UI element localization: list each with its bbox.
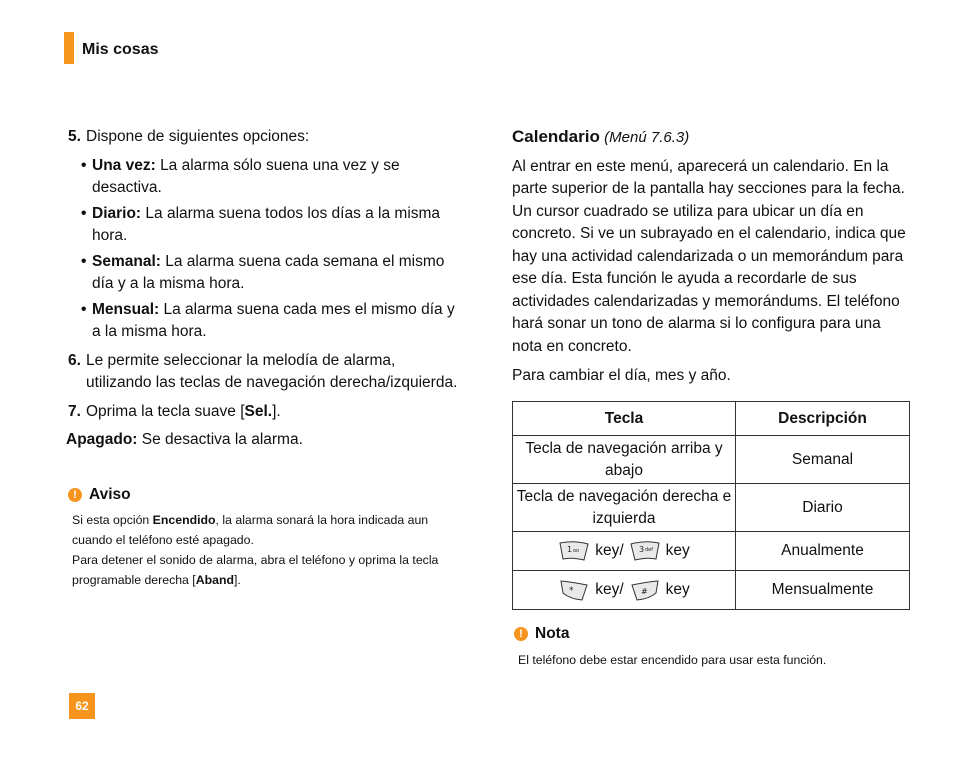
key-star-icon bbox=[558, 579, 590, 601]
apagado-line bbox=[66, 429, 458, 452]
page-number: 62 bbox=[69, 693, 95, 719]
option-una-vez bbox=[66, 155, 458, 200]
calendario-title: Calendario bbox=[512, 127, 600, 146]
bullet: • bbox=[81, 204, 87, 222]
step-6 bbox=[66, 350, 458, 395]
warning-icon: ! bbox=[68, 488, 82, 502]
desc-cell: Diario bbox=[736, 484, 910, 532]
aviso-title: Aviso bbox=[89, 486, 131, 503]
key-text: key/ bbox=[595, 542, 624, 559]
desc-cell: Semanal bbox=[736, 436, 910, 484]
svg-text:*: * bbox=[569, 586, 574, 596]
warning-icon: ! bbox=[514, 627, 528, 641]
nota-text: El teléfono debe estar encendido para usar esta función. bbox=[518, 653, 827, 667]
option-term: Diario: bbox=[92, 204, 142, 222]
key-1-icon bbox=[558, 540, 590, 562]
key-text: key/ bbox=[595, 581, 624, 598]
desc-cell: Anualmente bbox=[736, 532, 910, 571]
section-marker bbox=[64, 32, 74, 64]
option-mensual bbox=[66, 299, 458, 344]
aviso-text: ]. bbox=[234, 573, 241, 587]
header-tecla: Tecla bbox=[513, 402, 736, 436]
left-column bbox=[66, 126, 458, 452]
option-text: La alarma suena cada mes el mismo día y a la misma hora. bbox=[92, 300, 455, 340]
nota-title: Nota bbox=[535, 625, 570, 642]
nota-heading bbox=[514, 625, 912, 643]
menu-reference: (Menú 7.6.3) bbox=[604, 129, 690, 146]
calendario-paragraph: Al entrar en este menú, aparecerá un calendario. En la parte superior de la pantalla hay secciones para la fecha. Un cursor cuadrado se utiliza para ubicar un día en concreto. Si ve un subrayado en el calendario, indica que hay una actividad calendarizada o un memorándum para ese día. Esta función le ayuda a recordarle de sus actividades calendarizadas y memorándums. El teléfono hará sonar un tono de alarma si lo configura para una nota en concreto. bbox=[512, 157, 906, 355]
key-cell: Tecla de navegación derecha e izquierda bbox=[513, 484, 736, 532]
aviso-line-2 bbox=[72, 550, 460, 590]
table-row bbox=[513, 436, 910, 484]
keys-table bbox=[512, 401, 910, 610]
key-text: key bbox=[665, 581, 690, 598]
calendario-instruction: Para cambiar el día, mes y año. bbox=[512, 367, 731, 384]
softkey-label: Sel. bbox=[244, 402, 273, 420]
apagado-text: Se desactiva la alarma. bbox=[141, 431, 303, 448]
nota-box bbox=[514, 625, 912, 669]
key-cell bbox=[513, 532, 736, 571]
svg-text:def: def bbox=[644, 547, 653, 553]
aviso-bold: Aband bbox=[195, 573, 234, 587]
step-text: Dispone de siguientes opciones: bbox=[86, 128, 310, 145]
step-number: 6. bbox=[68, 351, 81, 369]
step-text: Oprima la tecla suave [ bbox=[86, 402, 245, 420]
option-text: La alarma suena todos los días a la misma hora. bbox=[92, 204, 441, 244]
key-3-icon bbox=[629, 540, 661, 562]
apagado-term: Apagado: bbox=[66, 431, 138, 448]
right-column bbox=[512, 126, 910, 388]
table-row bbox=[513, 484, 910, 532]
key-cell: Tecla de navegación arriba y abajo bbox=[513, 436, 736, 484]
option-semanal bbox=[66, 251, 458, 296]
table-header-row bbox=[513, 402, 910, 436]
aviso-text: Para detener el sonido de alarma, abra el teléfono y oprima la tecla programable derecha [ bbox=[72, 553, 439, 587]
svg-text:#: # bbox=[640, 587, 648, 596]
aviso-line-1 bbox=[72, 510, 460, 550]
bullet: • bbox=[81, 156, 87, 174]
step-7 bbox=[66, 401, 458, 424]
bullet: • bbox=[81, 300, 87, 318]
step-5 bbox=[66, 126, 458, 149]
svg-text:3: 3 bbox=[638, 545, 644, 554]
key-cell bbox=[513, 571, 736, 610]
key-hash-icon bbox=[629, 579, 661, 601]
table-row bbox=[513, 532, 910, 571]
header-descripcion: Descripción bbox=[736, 402, 910, 436]
step-text-end: ]. bbox=[272, 402, 281, 420]
bullet: • bbox=[81, 252, 87, 270]
aviso-box bbox=[68, 486, 460, 590]
step-text: Le permite seleccionar la melodía de alarma, utilizando las teclas de navegación derecha/izquierda. bbox=[86, 351, 458, 391]
aviso-body bbox=[68, 510, 460, 590]
option-text: La alarma sólo suena una vez y se desactiva. bbox=[92, 156, 400, 196]
option-term: Una vez: bbox=[92, 156, 156, 174]
desc-cell: Mensualmente bbox=[736, 571, 910, 610]
option-text: La alarma suena cada semana el mismo día y a la misma hora. bbox=[92, 252, 445, 292]
key-text: key bbox=[665, 542, 690, 559]
aviso-text: Si esta opción bbox=[72, 513, 153, 527]
aviso-heading bbox=[68, 486, 460, 504]
svg-text:oo: oo bbox=[573, 548, 580, 554]
svg-text:1: 1 bbox=[567, 545, 573, 554]
table-row bbox=[513, 571, 910, 610]
option-term: Semanal: bbox=[92, 252, 161, 270]
aviso-text: , la alarma sonará la hora indicada aun cuando el teléfono esté apagado. bbox=[72, 513, 429, 547]
step-number: 7. bbox=[68, 402, 81, 420]
section-title: Mis cosas bbox=[82, 41, 159, 58]
option-term: Mensual: bbox=[92, 300, 160, 318]
step-number: 5. bbox=[68, 128, 81, 145]
aviso-bold: Encendido bbox=[152, 513, 216, 527]
calendario-heading bbox=[512, 126, 910, 150]
option-diario bbox=[66, 203, 458, 248]
